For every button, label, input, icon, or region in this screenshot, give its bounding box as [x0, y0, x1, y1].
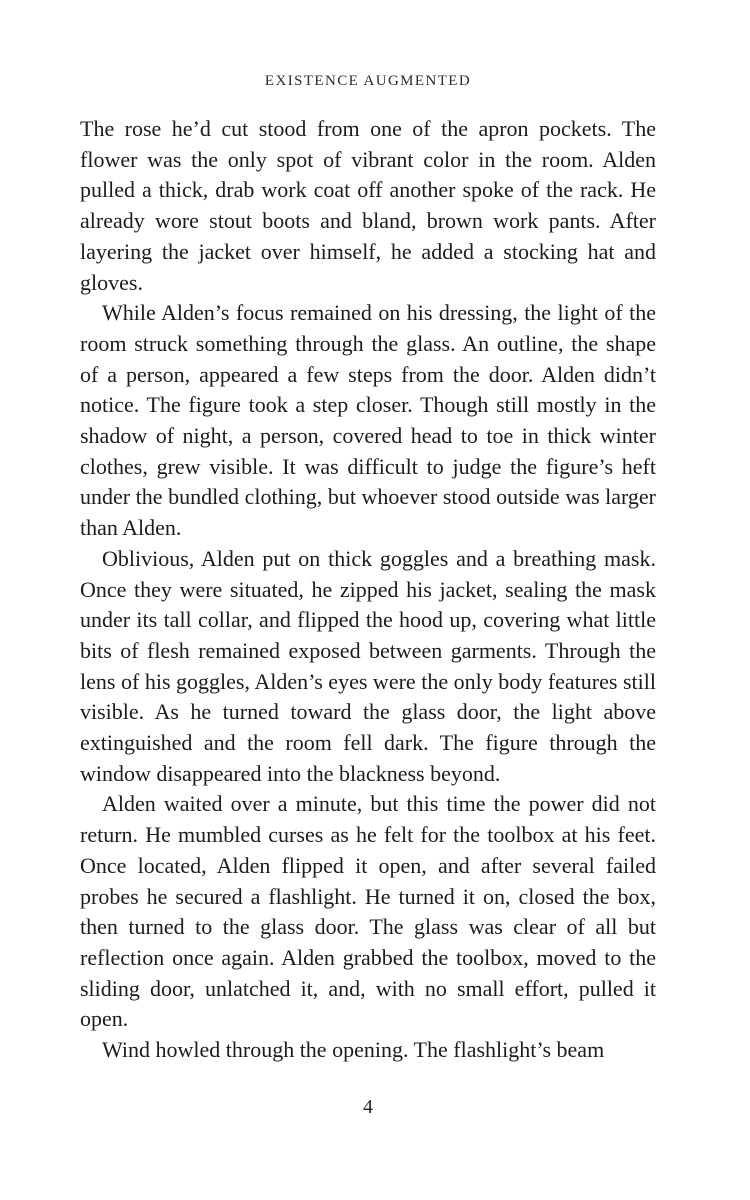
paragraph: While Alden’s focus remained on his dressing, the light of the room struck something through the glass. An outline, the shape of a person, appeared a few steps from the door. Alden didn’t notice. The figure took a step closer. Though still mostly in the shadow of night, a person, covered head to toe in thick winter clothes, grew visible. It was difficult to judge the figure’s heft under the bundled clothing, but whoever stood outside was larger than Alden. — [80, 300, 656, 541]
paragraph: Wind howled through the opening. The flashlight’s beam — [102, 1037, 605, 1063]
running-header: EXISTENCE AUGMENTED — [264, 73, 472, 89]
paragraph: Oblivious, Alden put on thick goggles and a breathing mask. Once they were situated, he zipped his jacket, sealing the mask under its tall collar, and flipped the hood up, covering what little bits of flesh remained exposed between garments. Through the lens of his goggles, Alden’s eyes were the only body features still visible. As he turned toward the glass door, the light above extinguished and the room fell dark. The figure through the window disappeared into the blackness beyond. — [80, 545, 656, 786]
paragraph: Alden waited over a minute, but this time the power did not return. He mumbled curses as he felt for the toolbox at his feet. Once located, Alden flipped it open, and after several failed probes he secured a flashlight. He turned it on, closed the box, then turned to the glass door. The glass was clear of all but reflection once again. Alden grabbed the toolbox, moved to the sliding door, unlatched it, and, with no small effort, pulled it open. — [80, 791, 656, 1032]
paragraph: The rose he’d cut stood from one of the apron pockets. The flower was the only spot of vibrant color in the room. Alden pulled a thick, drab work coat off another spoke of the rack. He already wore stout boots and bland, brown work pants. After layering the jacket over himself, he added a stocking hat and gloves. — [80, 116, 656, 295]
page-number: 4 — [363, 1096, 373, 1118]
body-text — [80, 114, 656, 1066]
